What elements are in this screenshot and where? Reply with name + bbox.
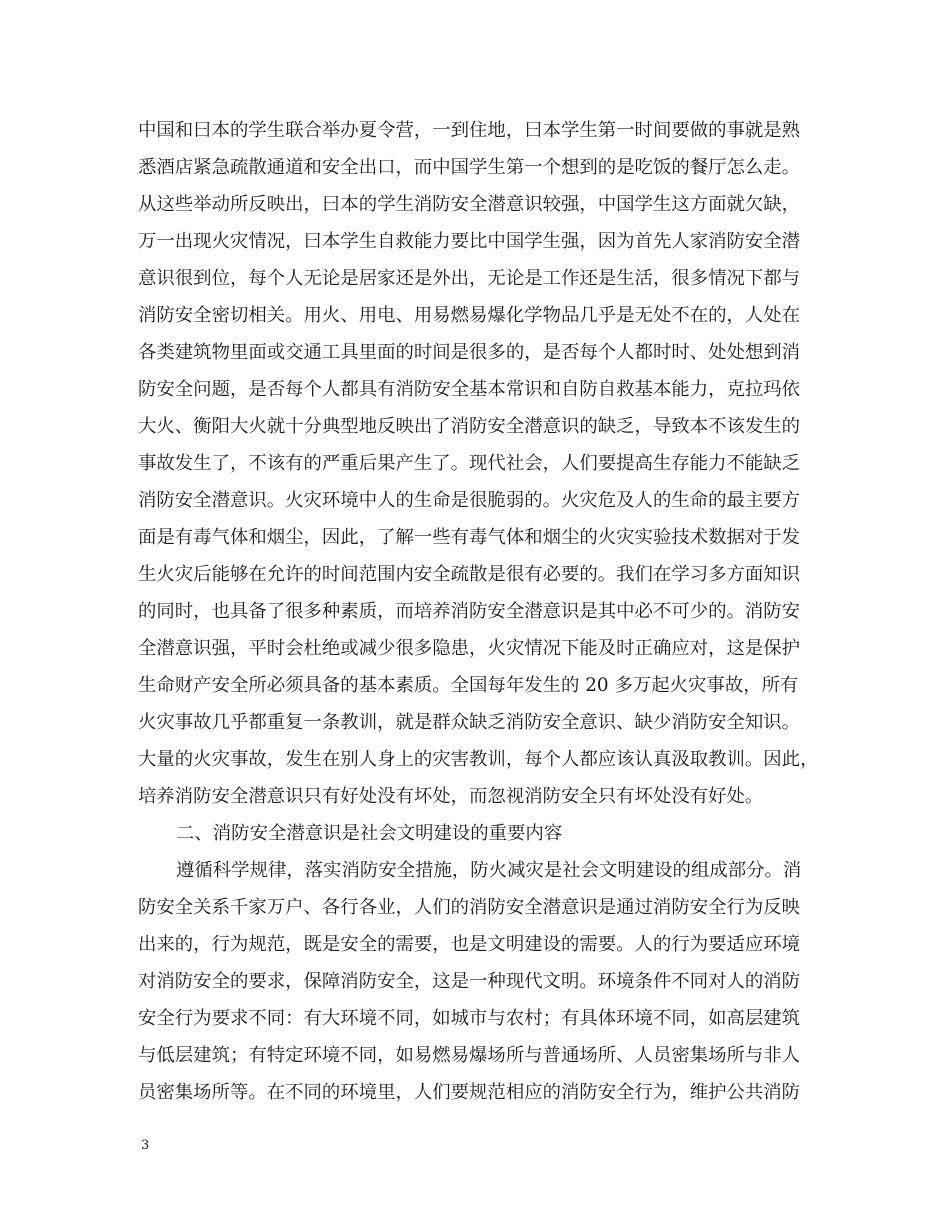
section-heading: 二、消防安全潜意识是社会文明建设的重要内容 xyxy=(176,823,563,844)
text-line: 面是有毒气体和烟尘，因此，了解一些有毒气体和烟尘的火灾实验技术数据对于发 xyxy=(138,527,801,548)
text-line: 从这些举动所反映出，曰本的学生消防安全潜意识较强，中国学生这方面就欠缺， xyxy=(138,194,801,215)
text-line: 对消防安全的要求，保障消防安全，这是一种现代文明。环境条件不同对人的消防 xyxy=(138,971,801,992)
text-line: 中国和曰本的学生联合举办夏令营，一到住地，曰本学生第一时间要做的事就是熟 xyxy=(138,120,801,141)
text-line: 与低层建筑；有特定环境不同，如易燃易爆场所与普通场所、人员密集场所与非人 xyxy=(138,1045,801,1066)
text-line: 火灾事故几乎都重复一条教训，就是群众缺乏消防安全意识、缺少消防安全知识。 xyxy=(138,712,801,733)
page-number: 3 xyxy=(141,1138,150,1153)
text-line: 各类建筑物里面或交通工具里面的时间是很多的，是否每个人都时时、处处想到消 xyxy=(138,342,801,363)
text-line: 意识很到位，每个人无论是居家还是外出，无论是工作还是生活，很多情况下都与 xyxy=(138,268,801,289)
text-line: 大火、衡阳大火就十分典型地反映出了消防安全潜意识的缺乏，导致本不该发生的 xyxy=(138,416,801,437)
text-line: 大量的火灾事故，发生在别人身上的灾害教训，每个人都应该认真汲取教训。因此， xyxy=(138,749,819,770)
text-line: 万一出现火灾情况，曰本学生自救能力要比中国学生强，因为首先人家消防安全潜 xyxy=(138,231,801,252)
text-line: 的同时，也具备了很多种素质，而培养消防安全潜意识是其中必不可少的。消防安 xyxy=(138,601,801,622)
text-line: 生火灾后能够在允许的时间范围内安全疏散是很有必要的。我们在学习多方面知识 xyxy=(138,564,801,585)
text-line: 全潜意识强，平时会杜绝或减少很多隐患，火灾情况下能及时正确应对，这是保护 xyxy=(138,638,801,659)
text-line: 出来的，行为规范，既是安全的需要，也是文明建设的需要。人的行为要适应环境 xyxy=(138,934,801,955)
text-line: 安全行为要求不同：有大环境不同，如城市与农村；有具体环境不同，如高层建筑 xyxy=(138,1008,801,1029)
text-line: 员密集场所等。在不同的环境里，人们要规范相应的消防安全行为，维护公共消防 xyxy=(138,1082,801,1103)
text-line: 悉酒店紧急疏散通道和安全出口，而中国学生第一个想到的是吃饭的餐厅怎么走。 xyxy=(138,157,801,178)
text-line: 培养消防安全潜意识只有好处没有坏处，而忽视消防安全只有坏处没有好处。 xyxy=(138,786,764,807)
text-line: 生命财产安全所必须具备的基本素质。全国每年发生的 20 多万起火灾事故，所有 xyxy=(138,675,799,696)
text-line: 防安全问题，是否每个人都具有消防安全基本常识和自防自救基本能力，克拉玛依 xyxy=(138,379,801,400)
text-line: 遵循科学规律，落实消防安全措施，防火减灾是社会文明建设的组成部分。消 xyxy=(176,860,802,881)
text-line: 消防安全密切相关。用火、用电、用易燃易爆化学物品几乎是无处不在的，人处在 xyxy=(138,305,801,326)
text-line: 防安全关系千家万户、各行各业，人们的消防安全潜意识是通过消防安全行为反映 xyxy=(138,897,801,918)
text-line: 消防安全潜意识。火灾环境中人的生命是很脆弱的。火灾危及人的生命的最主要方 xyxy=(138,490,801,511)
body-text xyxy=(138,112,818,1111)
text-line: 事故发生了，不该有的严重后果产生了。现代社会，人们要提高生存能力不能缺乏 xyxy=(138,453,801,474)
